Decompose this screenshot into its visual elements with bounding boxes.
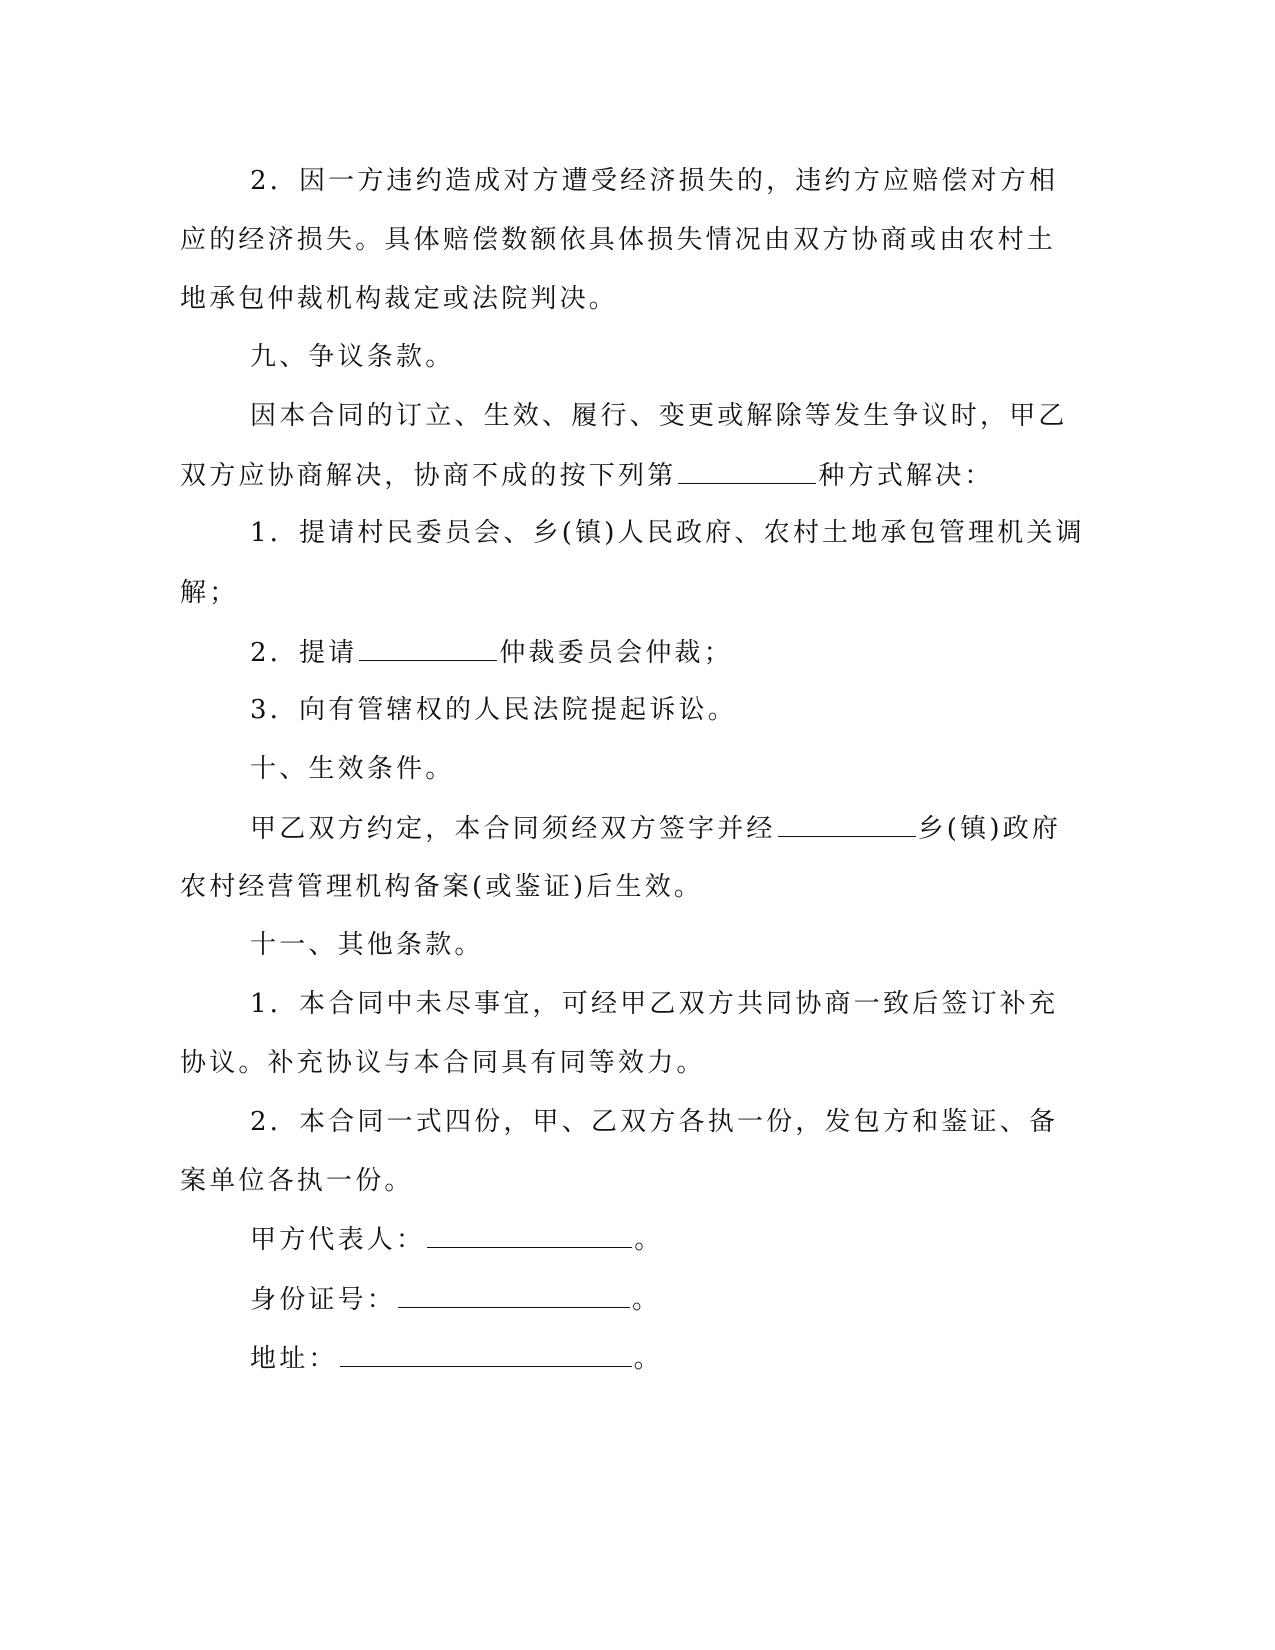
text: 2．本合同一式四份，甲、乙双方各执一份，发包方和鉴证、备 bbox=[250, 1107, 1059, 1137]
text: 九、争议条款。 bbox=[250, 342, 455, 372]
section-10-heading bbox=[250, 751, 454, 787]
clause-8-2-line-1 bbox=[250, 163, 1058, 199]
text: 应的经济损失。具体赔偿数额依具体损失情况由双方协商或由农村土 bbox=[180, 225, 1057, 255]
section-9-para-line-1 bbox=[250, 398, 1068, 434]
text: 地址： bbox=[250, 1344, 338, 1374]
id-number-blank bbox=[398, 1281, 630, 1308]
section-11-item-1-line-2 bbox=[180, 1045, 706, 1081]
arbitration-committee-blank bbox=[359, 634, 497, 661]
text: 种方式解决： bbox=[818, 461, 994, 491]
section-9-item-3 bbox=[250, 692, 737, 728]
section-11-item-2-line-2 bbox=[180, 1163, 414, 1199]
text: 甲乙双方约定，本合同须经双方签字并经 bbox=[250, 814, 776, 844]
text: 。 bbox=[633, 1344, 663, 1374]
party-a-id-number bbox=[250, 1281, 661, 1318]
method-number-blank bbox=[678, 457, 816, 484]
section-9-heading bbox=[250, 339, 454, 375]
text: 。 bbox=[634, 1225, 664, 1255]
text: 1．提请村民委员会、乡(镇)人民政府、农村土地承包管理机关调 bbox=[250, 518, 1085, 548]
section-9-item-1-line-1 bbox=[250, 515, 1085, 551]
section-10-para-line-2 bbox=[180, 869, 703, 905]
section-9-item-1-line-2 bbox=[180, 575, 238, 611]
section-11-heading bbox=[250, 927, 484, 963]
text: 解； bbox=[180, 578, 239, 608]
address-blank bbox=[340, 1340, 632, 1367]
text: 协议。补充协议与本合同具有同等效力。 bbox=[180, 1048, 706, 1078]
text: 案单位各执一份。 bbox=[180, 1166, 414, 1196]
text: 乡(镇)政府 bbox=[917, 814, 1062, 844]
clause-8-2-line-3 bbox=[180, 281, 618, 317]
text: 农村经营管理机构备案(或鉴证)后生效。 bbox=[180, 872, 704, 902]
township-blank bbox=[778, 810, 916, 837]
text: 仲裁委员会仲裁； bbox=[499, 638, 733, 668]
representative-blank bbox=[427, 1221, 632, 1248]
section-11-item-1-line-1 bbox=[250, 986, 1058, 1022]
text: 十、生效条件。 bbox=[250, 754, 455, 784]
text: 地承包仲裁机构裁定或法院判决。 bbox=[180, 284, 619, 314]
text: 甲方代表人： bbox=[250, 1225, 426, 1255]
text: 因本合同的订立、生效、履行、变更或解除等发生争议时，甲乙 bbox=[250, 401, 1068, 431]
party-a-representative bbox=[250, 1221, 663, 1258]
section-10-para-line-1 bbox=[250, 810, 1061, 847]
party-a-address bbox=[250, 1340, 663, 1377]
text: 十一、其他条款。 bbox=[250, 930, 484, 960]
text: 2．因一方违约造成对方遭受经济损失的，违约方应赔偿对方相 bbox=[250, 166, 1059, 196]
text: 1．本合同中未尽事宜，可经甲乙双方共同协商一致后签订补充 bbox=[250, 989, 1059, 1019]
text: 身份证号： bbox=[250, 1285, 397, 1315]
text: 3．向有管辖权的人民法院提起诉讼。 bbox=[250, 695, 737, 725]
text: 。 bbox=[632, 1285, 662, 1315]
clause-8-2-line-2 bbox=[180, 222, 1056, 258]
text: 双方应协商解决，协商不成的按下列第 bbox=[180, 461, 677, 491]
section-9-item-2 bbox=[250, 634, 733, 671]
text: 2．提请 bbox=[250, 638, 358, 668]
section-9-para-line-2 bbox=[180, 457, 994, 494]
section-11-item-2-line-1 bbox=[250, 1104, 1058, 1140]
